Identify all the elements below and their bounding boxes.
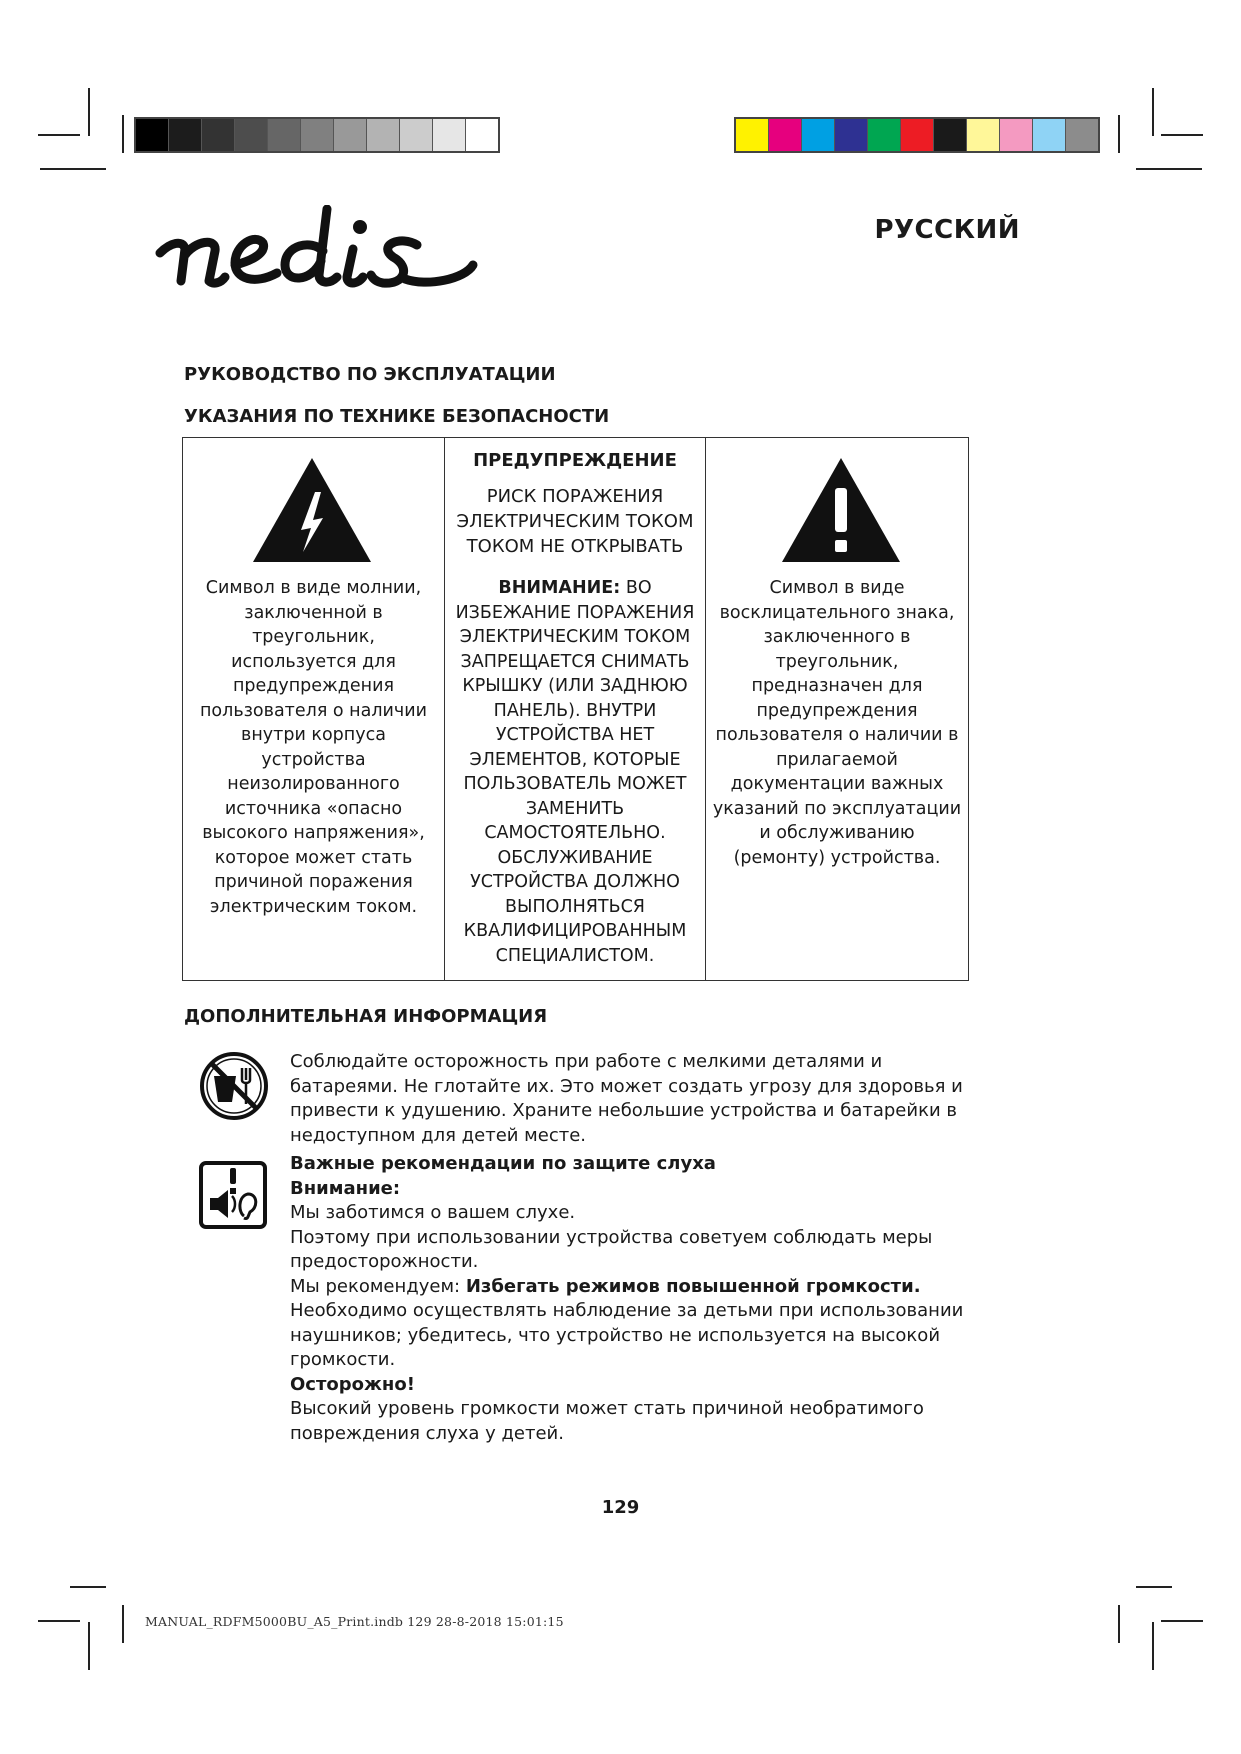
safety-heading: УКАЗАНИЯ ПО ТЕХНИКЕ БЕЗОПАСНОСТИ [184, 406, 610, 427]
color-swatch [1000, 119, 1033, 151]
color-swatch [769, 119, 802, 151]
color-swatch [868, 119, 901, 151]
warning-subtitle: РИСК ПОРАЖЕНИЯ ЭЛЕКТРИЧЕСКИМ ТОКОМ ТОКОМ НЕ ОТКРЫВАТЬ [456, 486, 694, 557]
lightning-triangle-icon [251, 456, 373, 564]
exclamation-description: Символ в виде восклицательного знака, заключенного в треугольник, предназначен для предупреждения пользователя о наличии в прилагаемой документации важных указаний по эксплуатации и обслуживанию (ремонту) устройства. [712, 578, 962, 868]
gray-swatch [202, 119, 235, 151]
warning-column [445, 438, 706, 980]
hearing-title: Важные рекомендации по защите слуха [290, 1153, 716, 1174]
hearing-recommendation [290, 1275, 990, 1300]
color-swatch [835, 119, 868, 151]
exclamation-column [706, 438, 968, 980]
warning-title: ПРЕДУПРЕЖДЕНИЕ [473, 450, 677, 471]
gray-swatch [136, 119, 169, 151]
nedis-logo [155, 205, 485, 309]
hearing-attention-label: Внимание: [290, 1177, 401, 1199]
gray-swatch [433, 119, 466, 151]
color-swatch [967, 119, 1000, 151]
attention-body: ВО ИЗБЕЖАНИЕ ПОРАЖЕНИЯ ЭЛЕКТРИЧЕСКИМ ТОКОМ ЗАПРЕЩАЕТСЯ СНИМАТЬ КРЫШКУ (ИЛИ ЗАДНЮЮ ПАНЕЛЬ). ВНУТРИ УСТРОЙСТВА НЕТ ЭЛЕМЕНТОВ, КОТОРЫЕ ПОЛЬЗОВАТЕЛЬ МОЖЕТ ЗАМЕНИТЬ САМОСТОЯТЕЛЬНО. ОБСЛУЖИВАНИЕ УСТРОЙСТВА ДОЛЖНО ВЫПОЛНЯТЬСЯ КВАЛИФИЦИРОВАННЫМ СПЕЦИАЛИСТОМ. [455, 578, 695, 966]
gray-swatch [334, 119, 367, 151]
gray-swatch [235, 119, 268, 151]
color-calibration-bar [734, 117, 1100, 153]
color-swatch [802, 119, 835, 151]
no-swallowing-icon [198, 1050, 270, 1122]
attention-label: ВНИМАНИЕ: [498, 578, 621, 598]
hearing-caution-label: Осторожно! [290, 1373, 415, 1395]
hearing-line-3: Необходимо осуществлять наблюдение за детьми при использовании наушников; убедитесь, что устройство не используется на высокой громкости. [290, 1300, 964, 1370]
hearing-protection-notice [290, 1152, 990, 1446]
exclamation-triangle-icon [780, 456, 902, 564]
additional-info-heading: ДОПОЛНИТЕЛЬНАЯ ИНФОРМАЦИЯ [184, 1006, 548, 1027]
color-swatch [736, 119, 769, 151]
lightning-description: Символ в виде молнии, заключенной в треугольник, используется для предупреждения пользователя о наличии внутри корпуса устройства неизолированного источника «опасно высокого напряжения», которое может стать причиной поражения электрическим током. [199, 578, 427, 917]
gray-swatch [169, 119, 202, 151]
print-footer: MANUAL_RDFM5000BU_A5_Print.indb 129 28-8-2018 15:01:15 [145, 1614, 564, 1629]
color-swatch [1066, 119, 1098, 151]
small-parts-notice: Соблюдайте осторожность при работе с мелкими деталями и батареями. Не глотайте их. Это может создать угрозу для здоровья и привести к удушению. Храните небольшие устройства и батарейки в недоступном для детей месте. [290, 1051, 963, 1146]
manual-heading: РУКОВОДСТВО ПО ЭКСПЛУАТАЦИИ [184, 364, 556, 385]
recommend-prefix: Мы рекомендуем: [290, 1275, 461, 1297]
gray-swatch [400, 119, 433, 151]
lightning-column [183, 438, 445, 980]
hearing-line-4: Высокий уровень громкости может стать причиной необратимого повреждения слуха у детей. [290, 1398, 924, 1444]
page-number: 129 [601, 1497, 640, 1518]
gray-swatch [268, 119, 301, 151]
language-label: РУССКИЙ [874, 215, 1020, 245]
gray-swatch [466, 119, 498, 151]
warning-attention-text [451, 576, 699, 968]
grayscale-calibration-bar [134, 117, 500, 153]
gray-swatch [301, 119, 334, 151]
color-swatch [934, 119, 967, 151]
hearing-line-1: Мы заботимся о вашем слухе. [290, 1202, 576, 1223]
gray-swatch [367, 119, 400, 151]
color-swatch [901, 119, 934, 151]
hearing-line-2: Поэтому при использовании устройства советуем соблюдать меры предосторожности. [290, 1226, 933, 1272]
recommend-bold: Избегать режимов повышенной громкости. [465, 1275, 921, 1297]
safety-warning-table [182, 437, 969, 981]
hearing-protection-icon [198, 1160, 268, 1230]
color-swatch [1033, 119, 1066, 151]
